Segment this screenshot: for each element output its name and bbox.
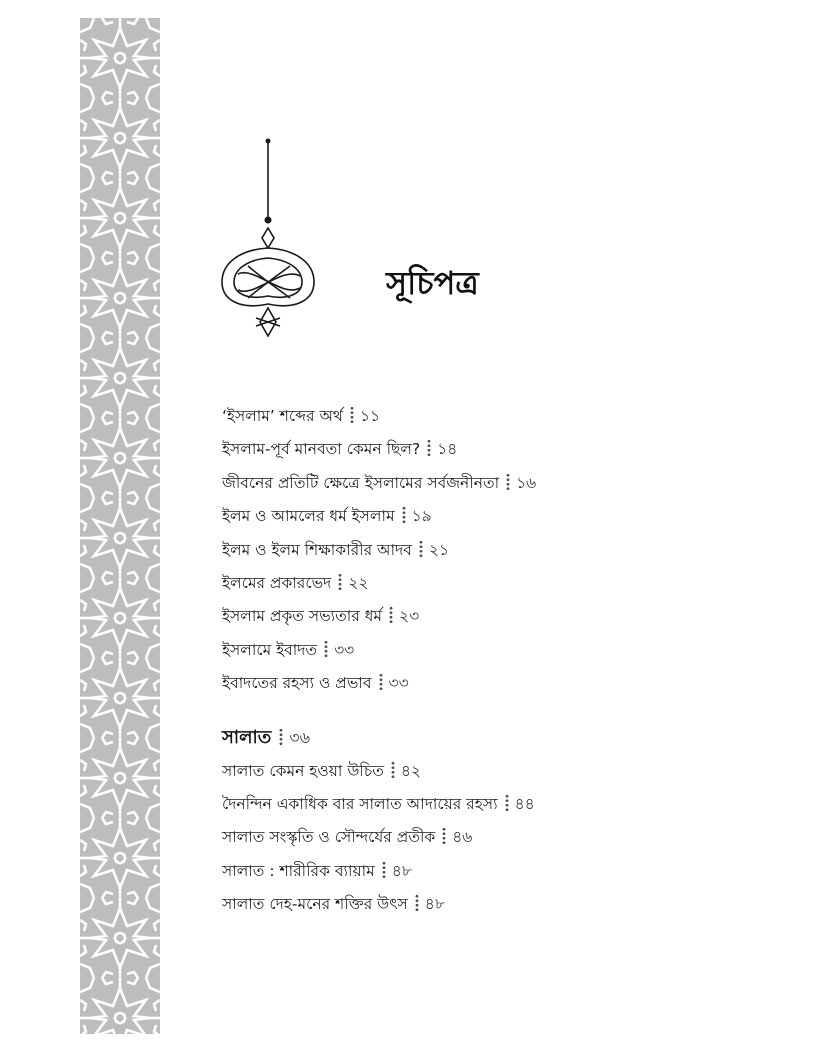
toc-item-page: ৪৮ <box>424 895 445 914</box>
section-page: ৩৬ <box>289 727 311 747</box>
toc-item-page: ৪৪ <box>514 794 535 813</box>
toc-item[interactable] <box>222 500 782 533</box>
decorative-border <box>80 18 160 1034</box>
toc-item-page: ১৬ <box>516 473 537 492</box>
toc-item[interactable] <box>222 855 782 888</box>
toc-item-title: সালাত সংস্কৃতি ও সৌন্দর্যের প্রতীক <box>222 828 436 847</box>
dotted-separator-icon <box>338 573 342 591</box>
toc-item-page: ৩৩ <box>388 674 409 693</box>
toc-item-page: ২১ <box>428 540 450 559</box>
toc-item[interactable] <box>222 534 782 567</box>
toc-item-page: ১৪ <box>437 440 458 459</box>
toc-item-page: ১১ <box>359 407 381 425</box>
toc-item-title: ‘ইসলাম’ শব্দের অর্থ <box>222 407 343 425</box>
dotted-separator-icon <box>279 728 283 746</box>
dotted-separator-icon <box>382 861 386 879</box>
toc-item[interactable] <box>222 821 782 854</box>
toc-item[interactable] <box>222 667 782 700</box>
toc-item-title: ইবাদতের রহস্য ও প্রভাব <box>222 674 372 693</box>
hanging-calligraphy-ornament-icon <box>218 138 320 344</box>
toc-item[interactable] <box>222 433 782 466</box>
toc-item-title: সালাত : শারীরিক ব্যায়াম <box>222 861 375 880</box>
toc-item-page: ৩৩ <box>334 640 355 659</box>
toc-item[interactable] <box>222 888 782 921</box>
toc-item-title: ইসলাম-পূর্ব মানবতা কেমন ছিল? <box>222 440 421 459</box>
section-spacer <box>222 701 782 721</box>
toc-item-page: ৪৮ <box>391 861 412 880</box>
toc-item[interactable] <box>222 600 782 633</box>
dotted-separator-icon <box>506 473 510 491</box>
toc-item[interactable] <box>222 467 782 500</box>
dotted-separator-icon <box>419 540 423 558</box>
toc-item-title: দৈনন্দিন একাধিক বার সালাত আদায়ের রহস্য <box>222 794 498 813</box>
dotted-separator-icon <box>389 606 393 624</box>
dotted-separator-icon <box>415 894 419 912</box>
toc-item-title: সালাত দেহ-মনের শক্তির উৎস <box>222 895 408 914</box>
toc-item[interactable] <box>222 567 782 600</box>
toc-item-page: ২৩ <box>399 607 420 626</box>
dotted-separator-icon <box>442 827 446 845</box>
toc-item-page: ১৯ <box>411 507 432 526</box>
dotted-separator-icon <box>391 761 395 779</box>
toc-item-title: জীবনের প্রতিটি ক্ষেত্রে ইসলামের সর্বজনীনতা <box>222 473 500 492</box>
toc-item-title: ইসলাম প্রকৃত সভ্যতার ধর্ম <box>222 607 383 626</box>
dotted-separator-icon <box>505 794 509 812</box>
dotted-separator-icon <box>427 439 431 457</box>
dotted-separator-icon <box>350 406 354 424</box>
toc-item-page: ২২ <box>348 573 369 592</box>
page-title: সূচিপত্র <box>386 264 479 302</box>
dotted-separator-icon <box>324 640 328 658</box>
toc-item-page: ৪৬ <box>452 828 473 847</box>
toc-item-title: ইলমের প্রকারভেদ <box>222 573 332 592</box>
toc-item[interactable] <box>222 788 782 821</box>
toc-item-title: ইলম ও আমলের ধর্ম ইসলাম <box>222 507 395 526</box>
hanging-ornament <box>218 138 320 344</box>
dotted-separator-icon <box>402 506 406 524</box>
toc-item[interactable] <box>222 400 782 433</box>
islamic-star-pattern-icon <box>80 18 160 1034</box>
toc-item-title: সালাত কেমন হওয়া উচিত <box>222 761 384 780</box>
dotted-separator-icon <box>379 673 383 691</box>
toc-item[interactable] <box>222 755 782 788</box>
toc-item-title: ইসলামে ইবাদত <box>222 640 318 659</box>
toc-item-page: ৪২ <box>400 761 422 780</box>
section-title: সালাত <box>222 726 272 748</box>
toc-item-title: ইলম ও ইলম শিক্ষাকারীর আদব <box>222 540 412 559</box>
table-of-contents <box>222 400 782 921</box>
toc-item[interactable] <box>222 634 782 667</box>
toc-section-heading[interactable] <box>222 721 782 755</box>
